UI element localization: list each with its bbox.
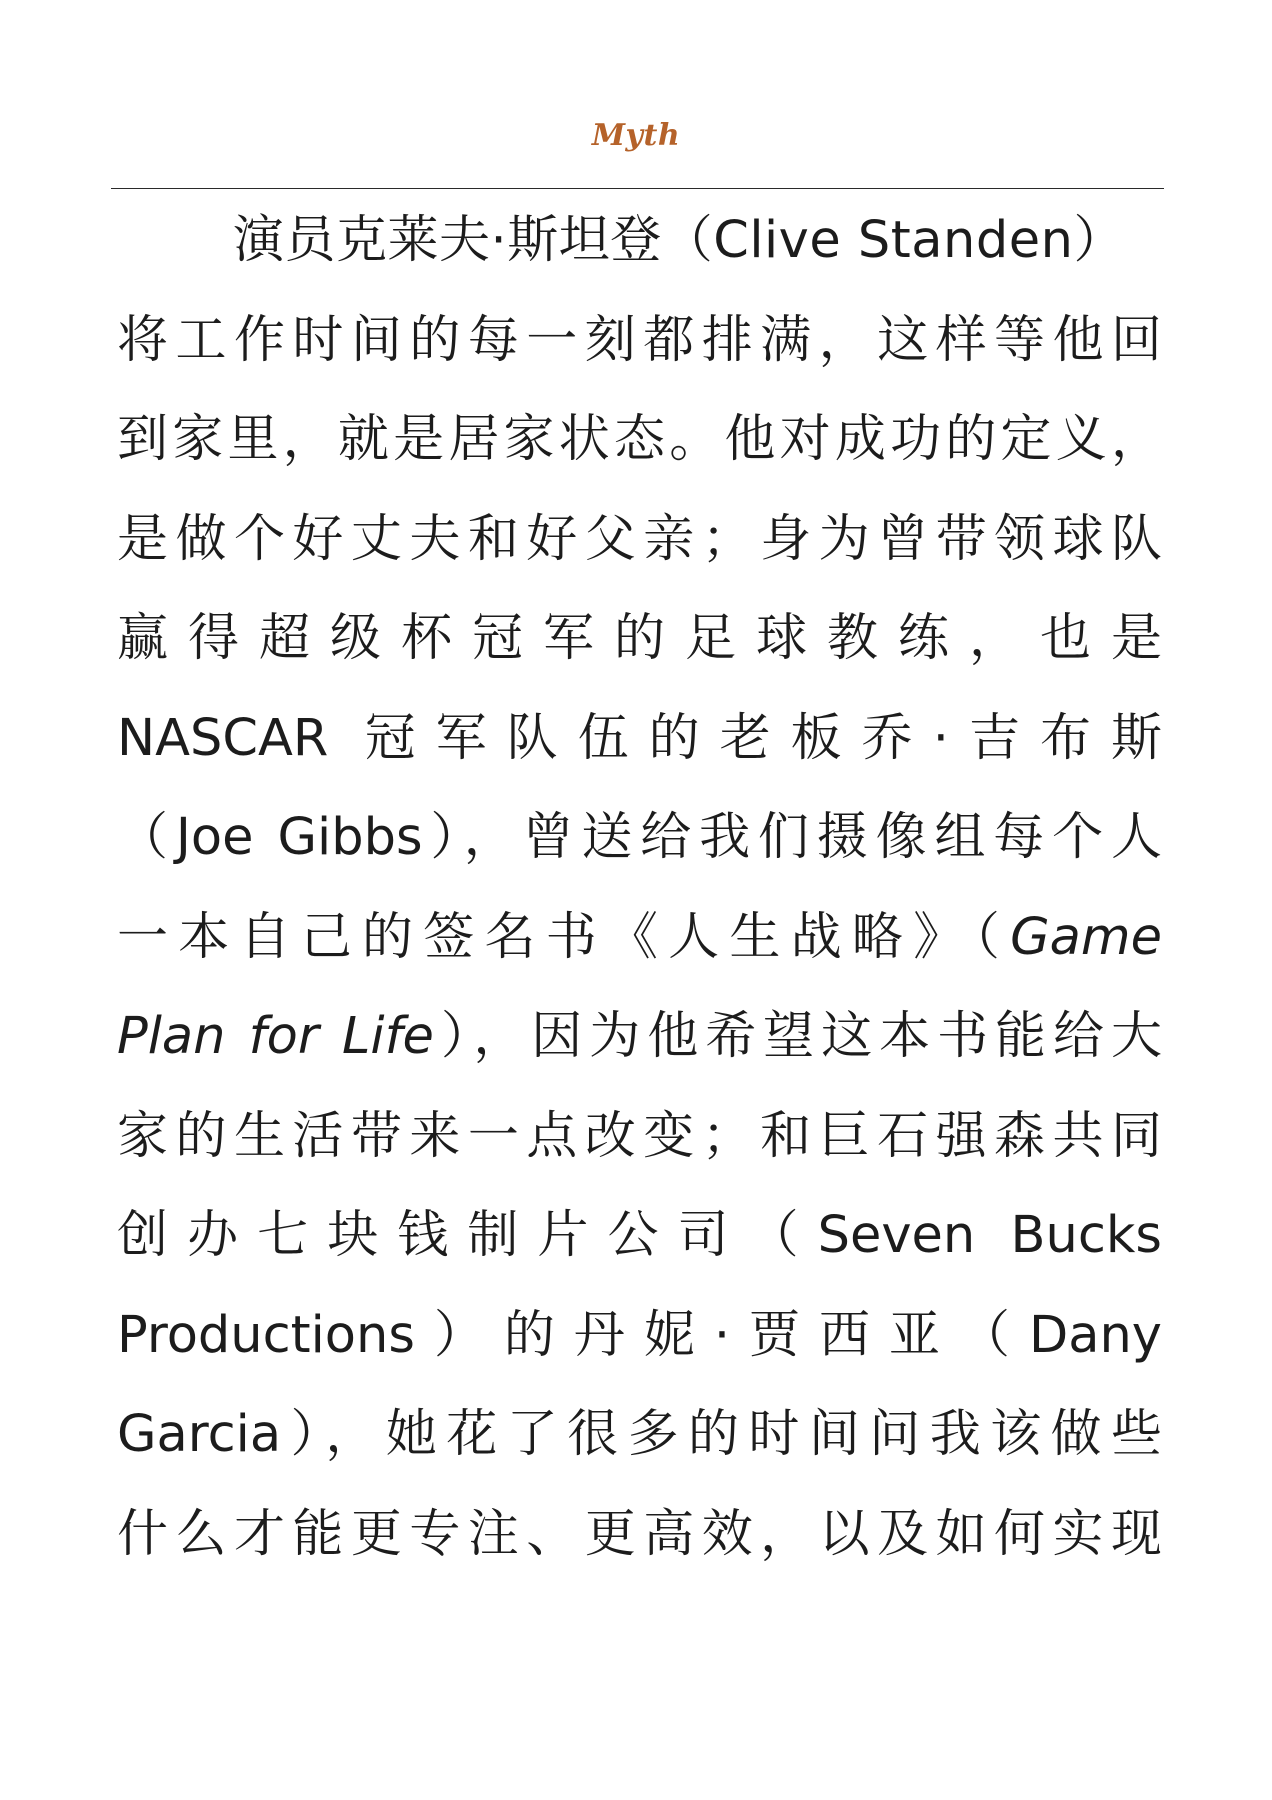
text-line-4: 是做个好丈夫和好父亲；身为曾带领球队 bbox=[117, 509, 1162, 569]
header-rule bbox=[111, 188, 1164, 189]
text-line-10: 家的生活带来一点改变；和巨石强森共同 bbox=[117, 1106, 1162, 1166]
text-line-8-italic: Game bbox=[1010, 907, 1162, 967]
text-line-3: 到家里，就是居家状态。他对成功的定义， bbox=[117, 410, 1162, 469]
text-line-11: 创办七块钱制片公司（Seven Bucks bbox=[117, 1206, 1162, 1265]
text-line-13: Garcia），她花了很多的时间问我该做些 bbox=[117, 1405, 1162, 1464]
text-line-2: 将工作时间的每一刻都排满，这样等他回 bbox=[117, 310, 1162, 370]
text-line-9 bbox=[117, 996, 1162, 1096]
running-header: Myth bbox=[591, 118, 681, 153]
text-line-1: 演员克莱夫·斯坦登（Clive Standen） bbox=[233, 211, 1125, 270]
text-line-8 bbox=[117, 897, 1162, 997]
body-paragraph bbox=[117, 200, 1162, 1593]
text-line-6: NASCAR 冠军队伍的老板乔·吉布斯 bbox=[117, 708, 1162, 768]
text-line-12: Productions）的丹妮·贾西亚（Dany bbox=[117, 1305, 1162, 1365]
text-line-8-main: 一本自己的签名书《人生战略》（ bbox=[117, 907, 1011, 967]
text-line-9-main: ），因为他希望这本书能给大 bbox=[433, 1007, 1162, 1066]
text-line-5: 赢得超级杯冠军的足球教练，也是 bbox=[117, 609, 1162, 668]
text-line-9-italic: Plan for Life bbox=[117, 1007, 434, 1066]
text-line-14: 什么才能更专注、更高效，以及如何实现 bbox=[117, 1504, 1162, 1564]
text-line-7: （Joe Gibbs），曾送给我们摄像组每个人 bbox=[117, 808, 1162, 867]
